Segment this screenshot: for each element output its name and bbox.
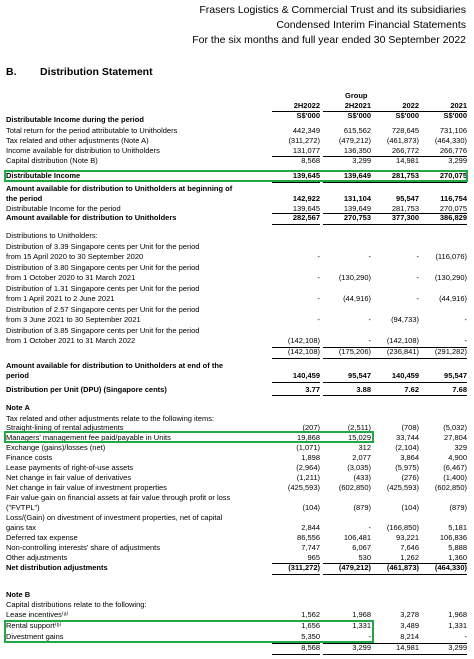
row-value: - — [317, 294, 320, 303]
column-rule — [272, 213, 320, 214]
table-row — [0, 336, 474, 346]
row-value: 95,547 — [396, 194, 419, 203]
row-value: 5,181 — [448, 523, 467, 532]
row-value: 93,221 — [396, 533, 419, 542]
table-row — [0, 553, 474, 563]
table-row — [0, 483, 474, 493]
row-label: Lease incentives⁽ᵃ⁾ — [6, 610, 69, 619]
row-label: Distributable Income during the period — [6, 115, 144, 124]
row-value: - — [416, 252, 419, 261]
row-value: - — [368, 336, 371, 345]
row-label: ("FVTPL") — [6, 503, 40, 512]
column-rule — [272, 111, 320, 112]
column-rule — [371, 358, 419, 359]
row-value: 615,562 — [343, 126, 371, 135]
table-row — [0, 156, 474, 166]
section-heading — [6, 66, 153, 78]
row-label: Other adjustments — [6, 553, 68, 562]
row-label: Distribution of 3.39 Singapore cents per Unit for the period — [6, 242, 200, 251]
row-value: (6,467) — [443, 463, 467, 472]
row-value: 8,568 — [301, 643, 320, 652]
row-value: (311,272) — [288, 136, 320, 145]
column-rule — [323, 347, 371, 348]
row-value: 282,567 — [292, 213, 320, 222]
table-row — [0, 115, 474, 125]
table-row — [0, 146, 474, 156]
table-row — [0, 533, 474, 543]
row-value: 1,968 — [448, 610, 467, 619]
table-row — [0, 347, 474, 357]
column-rule — [272, 654, 320, 655]
row-value: (1,071) — [296, 443, 320, 452]
column-rule — [371, 654, 419, 655]
row-value: (142,108) — [287, 336, 320, 345]
row-value: (142,108) — [287, 347, 320, 356]
column-rule — [272, 182, 320, 183]
row-value: (479,212) — [338, 136, 371, 145]
column-rule — [419, 156, 467, 157]
column-rule — [419, 182, 467, 183]
column-rule — [371, 563, 419, 564]
row-value: 5,350 — [301, 632, 320, 641]
table-row — [0, 305, 474, 315]
row-label: Straight-lining of rental adjustments — [6, 423, 124, 432]
row-value: 3,864 — [400, 453, 419, 462]
table-row — [0, 126, 474, 136]
row-value: (207) — [302, 423, 320, 432]
column-unit: S$'000 — [443, 111, 467, 120]
row-value: (5,975) — [395, 463, 419, 472]
table-row — [0, 563, 474, 573]
row-value: (464,330) — [434, 136, 467, 145]
column-rule — [419, 224, 467, 225]
row-label: Total return for the period attributable to Unitholders — [6, 126, 178, 135]
column-rule — [323, 224, 371, 225]
row-value: 377,300 — [391, 213, 419, 222]
row-label: from 3 June 2021 to 30 September 2021 — [6, 315, 141, 324]
row-value: 14,981 — [396, 643, 419, 652]
column-rule — [419, 382, 467, 383]
row-value: (116,076) — [435, 252, 467, 261]
row-value: 329 — [454, 443, 467, 452]
row-value: (425,593) — [386, 483, 419, 492]
table-row — [0, 184, 474, 194]
row-value: (708) — [401, 423, 419, 432]
table-row — [0, 361, 474, 371]
row-value: 442,349 — [292, 126, 320, 135]
row-value: 142,922 — [292, 194, 320, 203]
table-row — [0, 315, 474, 325]
table-row — [0, 252, 474, 262]
row-label: Distribution per Unit (DPU) (Singapore cents) — [6, 385, 167, 394]
trust-name: Frasers Logistics & Commercial Trust and its subsidiaries — [199, 4, 466, 16]
row-label: Note A — [6, 403, 30, 412]
row-label: Capital distribution (Note B) — [6, 156, 98, 165]
period-description: For the six months and full year ended 30 September 2022 — [192, 34, 466, 46]
column-rule — [371, 395, 419, 396]
row-value: 15,029 — [348, 433, 371, 442]
row-label: Capital distributions relate to the following: — [6, 600, 147, 609]
row-value: (276) — [401, 473, 419, 482]
row-value: 86,556 — [297, 533, 320, 542]
row-value: - — [368, 523, 371, 532]
table-row — [0, 473, 474, 483]
column-rule — [419, 574, 467, 575]
row-value: 386,829 — [439, 213, 467, 222]
row-label: Managers' management fee paid/payable in Units — [6, 433, 171, 442]
row-value: 3,278 — [400, 610, 419, 619]
row-value: 266,772 — [391, 146, 419, 155]
row-label: Net distribution adjustments — [6, 563, 108, 572]
row-value: 3,489 — [400, 621, 419, 630]
row-value: (879) — [353, 503, 371, 512]
table-row — [0, 231, 474, 241]
row-label: Distribution of 3.80 Singapore cents per Unit for the period — [6, 263, 200, 272]
row-value: 7.68 — [452, 385, 467, 394]
column-rule — [419, 347, 467, 348]
row-value: (104) — [401, 503, 419, 512]
row-value: (879) — [449, 503, 467, 512]
section-title: Distribution Statement — [40, 66, 153, 78]
column-rule — [272, 382, 320, 383]
row-value: 33,744 — [396, 433, 419, 442]
section-letter: B. — [6, 66, 17, 78]
table-row — [0, 463, 474, 473]
row-value: 4,900 — [448, 453, 467, 462]
row-label: Tax related and other adjustments relate to the following items: — [6, 414, 215, 423]
row-value: 2,077 — [352, 453, 371, 462]
row-label: Amount available for distribution to Unitholders at end of the — [6, 361, 224, 370]
row-value: 7,646 — [400, 543, 419, 552]
row-value: 530 — [358, 553, 371, 562]
row-value: - — [416, 273, 419, 282]
row-value: 139,645 — [292, 204, 320, 213]
row-value: 1,562 — [301, 610, 320, 619]
table-row — [0, 493, 474, 503]
group-label: Group — [345, 91, 368, 100]
column-period: 2022 — [402, 101, 419, 110]
column-rule — [323, 182, 371, 183]
row-label: from 1 April 2021 to 2 June 2021 — [6, 294, 115, 303]
column-rule — [323, 563, 371, 564]
row-label: Note B — [6, 590, 31, 599]
row-label: Rental support⁽ᵇ⁾ — [6, 621, 62, 630]
row-value: (602,850) — [338, 483, 371, 492]
column-rule — [272, 224, 320, 225]
row-value: 3.77 — [305, 385, 320, 394]
row-value: (130,290) — [338, 273, 371, 282]
table-row — [0, 543, 474, 553]
row-value: 965 — [307, 553, 320, 562]
row-label: Net change in fair value of derivatives — [6, 473, 132, 482]
row-value: (44,916) — [439, 294, 467, 303]
row-value: 106,836 — [439, 533, 467, 542]
row-value: 312 — [358, 443, 371, 452]
row-value: 6,067 — [352, 543, 371, 552]
row-value: 3,299 — [448, 156, 467, 165]
table-row — [0, 453, 474, 463]
table-row — [0, 523, 474, 533]
row-value: (2,104) — [395, 443, 419, 452]
row-value: 106,481 — [343, 533, 371, 542]
table-row — [0, 385, 474, 395]
column-rule — [419, 111, 467, 112]
row-value: - — [464, 632, 467, 641]
row-value: - — [464, 336, 467, 345]
row-value: 14,981 — [396, 156, 419, 165]
row-value: (291,282) — [434, 347, 467, 356]
row-value: (1,211) — [296, 473, 320, 482]
row-value: - — [368, 315, 371, 324]
row-label: from 1 October 2021 to 31 March 2022 — [6, 336, 136, 345]
row-value: (1,400) — [443, 473, 467, 482]
column-rule — [371, 224, 419, 225]
row-value: 140,459 — [391, 371, 419, 380]
table-row — [0, 503, 474, 513]
column-rule — [323, 382, 371, 383]
row-value: 731,106 — [439, 126, 467, 135]
row-value: 270,075 — [439, 204, 467, 213]
row-value: - — [317, 315, 320, 324]
row-value: 1,968 — [352, 610, 371, 619]
row-value: 95,547 — [444, 371, 467, 380]
row-value: (142,108) — [386, 336, 419, 345]
column-rule — [272, 358, 320, 359]
row-value: 7,747 — [301, 543, 320, 552]
row-label: Lease payments of right-of-use assets — [6, 463, 134, 472]
row-value: 266,776 — [439, 146, 467, 155]
column-rule — [272, 347, 320, 348]
row-value: 1,331 — [352, 621, 371, 630]
column-rule — [371, 574, 419, 575]
row-label: Distributable Income — [6, 171, 81, 180]
row-value: 8,568 — [301, 156, 320, 165]
row-value: 5,888 — [448, 543, 467, 552]
column-rule — [371, 347, 419, 348]
row-value: (602,850) — [434, 483, 467, 492]
row-value: 7.62 — [404, 385, 419, 394]
row-label: Distributable Income for the period — [6, 204, 121, 213]
row-value: 140,459 — [292, 371, 320, 380]
row-value: 2,844 — [301, 523, 320, 532]
column-period: 2021 — [450, 101, 467, 110]
table-row — [0, 136, 474, 146]
row-value: 8,214 — [400, 632, 419, 641]
column-rule — [323, 395, 371, 396]
row-label: Finance costs — [6, 453, 53, 462]
row-label: from 1 October 2020 to 31 March 2021 — [6, 273, 136, 282]
row-label: Non-controlling interests' share of adjustments — [6, 543, 161, 552]
column-rule — [272, 563, 320, 564]
row-value: (175,206) — [338, 347, 371, 356]
row-label: Tax related and other adjustments (Note A) — [6, 136, 149, 145]
row-value: 3,299 — [352, 643, 371, 652]
row-value: 270,075 — [439, 171, 467, 180]
row-value: (94,733) — [391, 315, 419, 324]
column-rule — [323, 111, 371, 112]
column-rule — [323, 213, 371, 214]
highlight-box-distributable-income — [4, 170, 468, 182]
row-value: - — [416, 294, 419, 303]
column-rule — [323, 654, 371, 655]
column-rule — [272, 574, 320, 575]
row-value: 270,753 — [343, 213, 371, 222]
table-row — [0, 513, 474, 523]
table-row — [0, 284, 474, 294]
highlight-box-management-fee — [4, 431, 374, 443]
row-value: 1,656 — [301, 621, 320, 630]
row-value: (3,035) — [347, 463, 371, 472]
table-row — [0, 590, 474, 600]
row-value: (433) — [353, 473, 371, 482]
table-row — [0, 610, 474, 620]
row-value: (44,916) — [343, 294, 371, 303]
row-label: period — [6, 371, 29, 380]
row-label: the period — [6, 194, 43, 203]
column-rule — [371, 111, 419, 112]
row-value: 116,754 — [440, 194, 467, 203]
table-row — [0, 273, 474, 283]
table-row — [0, 263, 474, 273]
row-value: 139,649 — [343, 171, 371, 180]
column-period: 2H2021 — [344, 101, 371, 110]
table-row — [0, 213, 474, 223]
table-row — [0, 294, 474, 304]
row-label: Amount available for distribution to Unitholders at beginning of — [6, 184, 233, 193]
row-value: 281,753 — [391, 204, 419, 213]
column-unit: S$'000 — [395, 111, 419, 120]
row-label: gains tax — [6, 523, 37, 532]
row-value: (461,873) — [386, 136, 419, 145]
row-value: - — [317, 252, 320, 261]
row-label: Amount available for distribution to Unitholders — [6, 213, 177, 222]
row-value: (5,032) — [443, 423, 467, 432]
row-label: Distribution of 2.57 Singapore cents per Unit for the period — [6, 305, 200, 314]
column-rule — [323, 643, 371, 644]
row-value: 136,350 — [343, 146, 371, 155]
table-row — [0, 194, 474, 204]
row-label: Loss/(Gain) on divestment of investment properties, net of capital — [6, 513, 223, 522]
row-value: (236,841) — [386, 347, 419, 356]
row-label: Distributions to Unitholders: — [6, 231, 98, 240]
row-value: 27,804 — [444, 433, 467, 442]
row-value: (104) — [302, 503, 320, 512]
row-label: Distribution of 3.85 Singapore cents per Unit for the period — [6, 326, 200, 335]
column-rule — [371, 156, 419, 157]
row-value: 139,645 — [292, 171, 320, 180]
row-label: Distribution of 1.31 Singapore cents per Unit for the period — [6, 284, 200, 293]
table-row — [0, 371, 474, 381]
highlight-box-capital-distributions — [4, 620, 374, 643]
row-value: - — [317, 273, 320, 282]
column-rule — [371, 213, 419, 214]
column-period: 2H2022 — [293, 101, 320, 110]
row-value: 1,898 — [301, 453, 320, 462]
row-value: 281,753 — [391, 171, 419, 180]
column-rule — [419, 643, 467, 644]
table-row — [0, 326, 474, 336]
table-row — [0, 600, 474, 610]
column-rule — [272, 156, 320, 157]
column-rule — [419, 395, 467, 396]
row-value: 95,547 — [348, 371, 371, 380]
column-rule — [323, 574, 371, 575]
row-label: Net change in fair value of investment properties — [6, 483, 167, 492]
column-rule — [419, 358, 467, 359]
row-value: (2,511) — [347, 423, 371, 432]
table-row — [0, 443, 474, 453]
row-value: 131,077 — [292, 146, 320, 155]
row-value: (464,330) — [434, 563, 467, 572]
row-value: - — [464, 315, 467, 324]
row-value: (425,593) — [287, 483, 320, 492]
column-rule — [371, 643, 419, 644]
column-rule — [323, 358, 371, 359]
row-value: 3,299 — [352, 156, 371, 165]
column-unit: S$'000 — [296, 111, 320, 120]
row-value: (461,873) — [386, 563, 419, 572]
row-value: 19,868 — [297, 433, 320, 442]
row-value: (166,850) — [386, 523, 419, 532]
column-rule — [419, 654, 467, 655]
row-label: Deferred tax expense — [6, 533, 78, 542]
row-value: (311,272) — [288, 563, 320, 572]
statement-name: Condensed Interim Financial Statements — [276, 19, 466, 31]
row-value: 728,645 — [391, 126, 419, 135]
table-row — [0, 403, 474, 413]
row-value: (130,290) — [434, 273, 467, 282]
row-value: - — [368, 632, 371, 641]
row-value: 3.88 — [356, 385, 371, 394]
row-label: from 15 April 2020 to 30 September 2020 — [6, 252, 144, 261]
row-value: 131,104 — [343, 194, 371, 203]
row-value: (479,212) — [338, 563, 371, 572]
column-rule — [272, 643, 320, 644]
column-rule — [419, 563, 467, 564]
column-rule — [272, 395, 320, 396]
row-value: (2,964) — [296, 463, 320, 472]
row-label: Exchange (gains)/losses (net) — [6, 443, 106, 452]
row-value: 1,360 — [448, 553, 467, 562]
column-rule — [371, 382, 419, 383]
column-rule — [419, 213, 467, 214]
column-rule — [323, 156, 371, 157]
row-value: 3,299 — [448, 643, 467, 652]
row-label: Fair value gain on financial assets at fair value through profit or loss — [6, 493, 231, 502]
row-value: - — [368, 252, 371, 261]
column-unit: S$'000 — [347, 111, 371, 120]
column-rule — [371, 182, 419, 183]
row-label: Divestment gains — [6, 632, 64, 641]
row-value: 1,331 — [448, 621, 467, 630]
row-value: 139,649 — [343, 204, 371, 213]
row-label: Income available for distribution to Unitholders — [6, 146, 160, 155]
table-row — [0, 643, 474, 653]
table-row — [0, 242, 474, 252]
row-value: 1,262 — [400, 553, 419, 562]
